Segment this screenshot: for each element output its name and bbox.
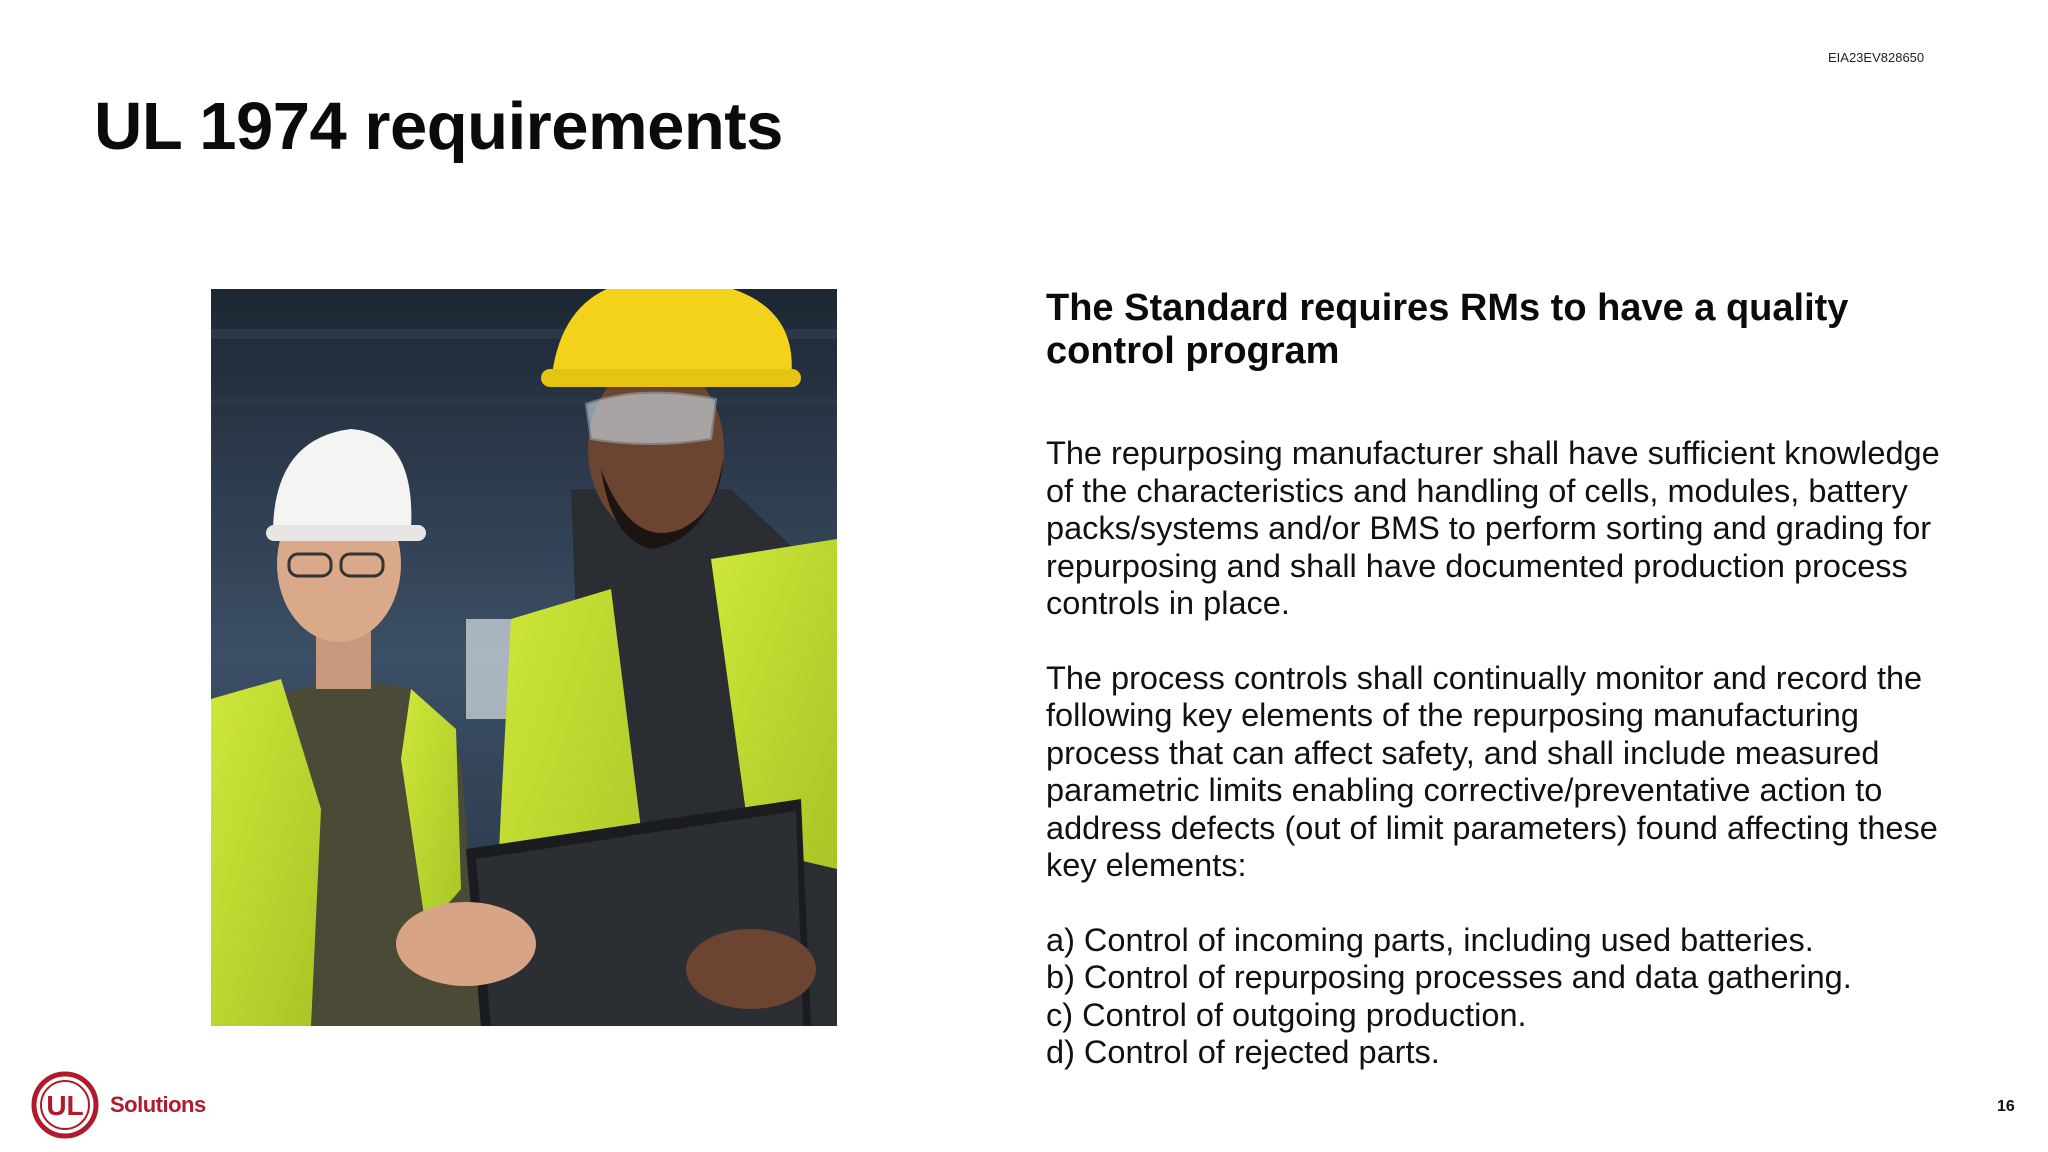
- paragraph-knowledge: The repurposing manufacturer shall have sufficient knowledge of the characteristics and handling of cells, modules, battery packs/systems and/or BMS to perform sorting and grading for repurposing and shall have documented production process controls in place.: [1046, 435, 1940, 621]
- content-column: [1046, 287, 1946, 1072]
- logo-mark-text: UL: [46, 1090, 84, 1121]
- page-number: 16: [1997, 1098, 2015, 1115]
- section-heading: The Standard requires RMs to have a quality control program: [1046, 287, 1849, 372]
- workers-with-tablet-photo-icon: [211, 289, 837, 1026]
- list-item: d) Control of rejected parts.: [1046, 1034, 1440, 1070]
- slide-title: UL 1974 requirements: [94, 89, 783, 164]
- ul-logo-icon: [30, 1070, 100, 1140]
- key-elements-list: [1046, 922, 1946, 1072]
- document-code: EIA23EV828650: [1828, 50, 1925, 65]
- ul-solutions-logo: [30, 1070, 206, 1140]
- list-item: b) Control of repurposing processes and data gathering.: [1046, 959, 1852, 995]
- logo-text: Solutions: [110, 1092, 206, 1117]
- paragraph-process-controls: The process controls shall continually monitor and record the following key elements of the repurposing manufacturing process that can affect safety, and shall include measured parametric limits enabling corrective/preventative action to address defects (out of limit parameters) found affecting these key elements:: [1046, 659, 1938, 883]
- list-item: a) Control of incoming parts, including used batteries.: [1046, 921, 1814, 958]
- workers-photo: [211, 289, 837, 1026]
- list-item: c) Control of outgoing production.: [1046, 996, 1527, 1033]
